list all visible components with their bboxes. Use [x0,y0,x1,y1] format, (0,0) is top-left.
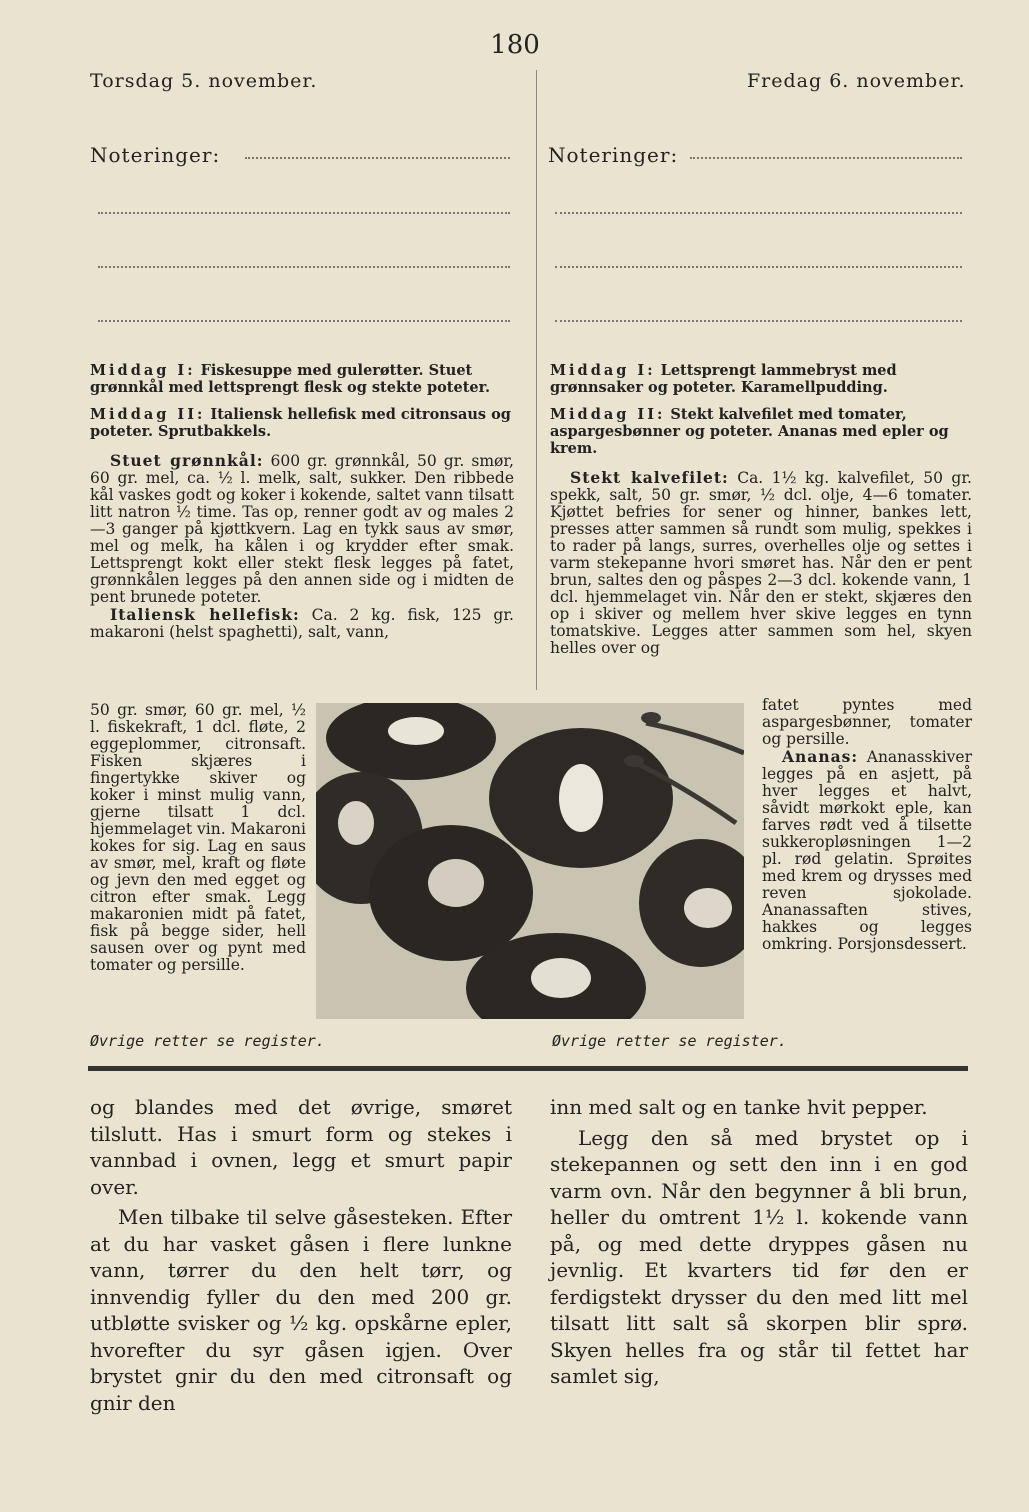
left-other-dishes: Øvrige retter se register. [90,1032,325,1050]
page-number: 180 [490,30,540,60]
right-column [550,362,972,657]
notes-line [98,318,510,322]
right-recipe [550,469,972,657]
left-notes-label: Noteringer: [90,143,221,167]
right-menu-2 [550,406,972,457]
paragraph: inn med salt og en tanke hvit pepper. [550,1095,928,1119]
column-divider [536,70,537,690]
notes-line [555,318,962,322]
recipe-title: Stekt kalvefilet: [570,468,729,487]
notes-line [98,264,510,268]
right-other-dishes: Øvrige retter se register. [552,1032,787,1050]
left-recipes [90,452,514,641]
right-notes-label: Noteringer: [548,143,679,167]
dishes-photo [316,703,744,1019]
right-date-heading: Fredag 6. november. [747,70,966,92]
recipe-text: Ca. 1½ kg. kalvefilet, 50 gr. spekk, salt, 50 gr. smør, ½ dcl. olje, 4—6 tomater. Kjøttet befries for sener og hinner, bankes lett, presses atter sammen så rundt som mulig, spekkes i to rader på langs, surres, overhelles olje og settes i varm stekepanne hvori smøret has. Når den er pent brun, saltes den og påspes 2—3 dcl. kokende vann, 1 dcl. hjemmelaget vin. Når den er stekt, skjæres den op i skiver og mellem hver skive legges en tynn tomatskive. Legges atter sammen som hel, skyen helles over og [550,469,972,657]
menu-text: Italiensk hellefisk med citronsaus og poteter. Sprutbakkels. [90,406,511,440]
menu-label: Middag II: [90,406,206,423]
bottom-right-text [550,1094,968,1390]
recipe-title: Ananas: [782,747,859,766]
right-recipe-continued [762,697,972,953]
left-recipe-continued: 50 gr. smør, 60 gr. mel, ½ l. fiskekraft, 1 dcl. fløte, 2 eggeplommer, citronsaft. Fisken skjæres i fingertykke skiver og koker i minst mulig vann, gjerne tilsatt 1 dcl. hjemmelaget vin. Makaroni kokes for sig. Lag en saus av smør, mel, kraft og fløte og jevn den med egget og citron efter smak. Legg makaronien midt på fatet, fisk på begge sider, hell sausen over og pynt med tomater og persille. [90,701,306,974]
right-menu-1 [550,362,972,396]
recipe-text: 600 gr. grønnkål, 50 gr. smør, 60 gr. mel, ca. ½ l. melk, salt, sukker. Den ribbede kål vaskes godt og koker i kokende, saltet vann tilsatt litt natron ½ time. Tas op, renner godt av og males 2—3 ganger på kjøttkvern. Lag en tykk saus av smør, mel og melk, ha kålen i og krydder efter smak. Lettsprengt kokt eller stekt flesk legges på fatet, grønnkålen legges på den annen side og i midten de pent brunede poteter. [90,452,514,606]
notes-line [555,264,962,268]
paragraph: og blandes med det øvrige, smøret tilslutt. Has i smurt form og stekes i vannbad i ovnen, legg et smurt papir over. [90,1095,512,1199]
recipe-text: Ca. 2 kg. fisk, 125 gr. makaroni (helst spaghetti), salt, vann, [90,606,514,641]
menu-label: Middag II: [550,406,666,423]
menu-text: Stekt kalvefilet med tomater, aspargesbønner og poteter. Ananas med epler og krem. [550,406,949,457]
notes-line [690,155,962,159]
left-menu-1 [90,362,514,396]
recipe-text: fatet pyntes med aspargesbønner, tomater og persille. [762,696,972,748]
menu-label: Middag I: [90,362,196,379]
menu-text: Fiskesuppe med gulerøtter. Stuet grønnkål med lettsprengt flesk og stekte poteter. [90,362,491,396]
recipe-title: Italiensk hellefisk: [110,605,300,624]
menu-text: Lettsprengt lammebryst med grønnsaker og poteter. Karamellpudding. [550,362,897,396]
notes-line [555,210,962,214]
paragraph: Legg den så med brystet op i stekepannen og sett den inn i en god varm ovn. Når den begynner å bli brun, heller du omtrent 1½ l. kokende vann på, og med dette dryppes gåsen nu jevnlig. Et kvarters tid før den er ferdigstekt drysser du den med litt mel tilsatt litt salt så skorpen blir sprø. Skyen helles fra og står til fettet har samlet sig, [550,1125,968,1388]
recipe-text: Ananasskiver legges på en asjett, på hver legges et halvt, såvidt mørkokt eple, kan farves rødt ved å tilsette sukkeropløsningen 1—2 pl. rød gelatin. Sprøites med krem og drysses med reven sjokolade. Ananassaften stives, hakkes og legges omkring. Porsjonsdessert. [762,748,972,953]
paragraph: Men tilbake til selve gåsesteken. Efter at du har vasket gåsen i flere lunkne vann, tørrer du den helt tørr, og innvendig fyller du den med 200 gr. utbløtte svisker og ½ kg. opskårne epler, hvorefter du syr gåsen igjen. Over brystet gnir du den med citronsaft og gnir den [90,1205,512,1415]
left-menu-2 [90,406,514,440]
left-column [90,362,514,641]
left-date-heading: Torsdag 5. november. [90,70,318,92]
section-divider [88,1066,968,1071]
bottom-left-text [90,1094,512,1416]
notes-line [245,155,510,159]
menu-label: Middag I: [550,362,656,379]
recipe-title: Stuet grønnkål: [110,451,264,470]
notes-line [98,210,510,214]
